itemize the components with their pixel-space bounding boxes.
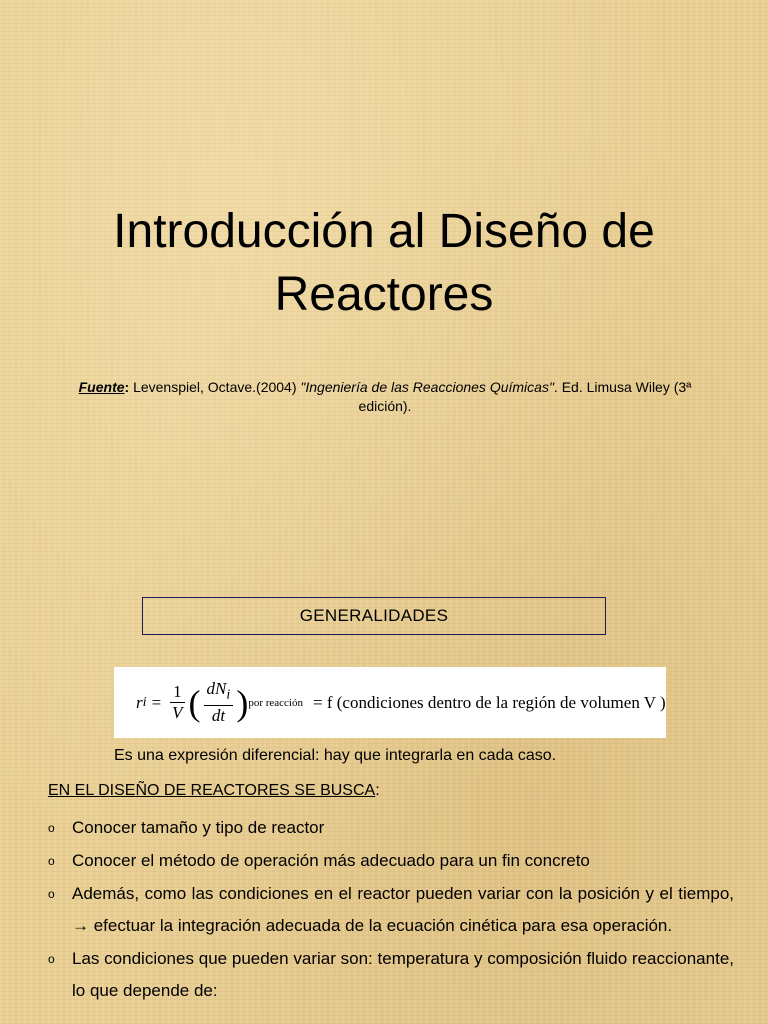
list-item-text: Las condiciones que pueden variar son: temperatura y composición fluido reaccionante, lo que depende de: (72, 949, 734, 1000)
source-author: Levenspiel, Octave.(2004) (129, 379, 301, 395)
list-item (48, 812, 734, 844)
frac1-numerator: 1 (170, 682, 185, 703)
source-citation (60, 378, 710, 416)
frac1-denominator: V (172, 703, 183, 722)
rate-equation: r i = $\frac{1}{V}$ ( $\frac{dN_i}{dt}$ ) por reacción = f (condiciones dentro de la región de volumen V ) (114, 667, 666, 738)
bullet-marker: o (48, 854, 55, 868)
list-item (48, 943, 734, 1007)
formula-rhs: = f (condiciones dentro de la región de volumen V ) (313, 692, 666, 712)
list-item-text: Conocer el método de operación más adecuado para un fin concreto (72, 851, 590, 870)
frac2-numerator-sub: i (226, 686, 231, 703)
section-box-label: GENERALIDADES (299, 606, 449, 625)
section-heading-text: EN EL DISEÑO DE REACTORES SE BUSCA (48, 782, 376, 799)
list-item (48, 845, 734, 877)
expression-note: Es una expresión diferencial: hay que integrarla en cada caso. (114, 747, 557, 764)
frac2-denominator: dt (211, 705, 226, 725)
list-item (48, 878, 734, 942)
formula-equals: = (151, 692, 162, 712)
formula-fraction-1 (169, 682, 185, 723)
source-label: Fuente (78, 379, 125, 395)
bullet-list (48, 812, 734, 1008)
formula-subscript: por reacción (248, 696, 303, 709)
section-heading-suffix: : (375, 782, 380, 799)
source-publisher: . Ed. Limusa Wiley (3ª edición). (358, 379, 692, 414)
list-item-text: Además, como las condiciones en el reactor pueden variar con la posición y el tiempo, → efectuar la integración adecuada de la ecuación cinética para esa operación. (72, 884, 734, 935)
bullet-marker: o (48, 887, 55, 901)
section-box-generalidades (142, 597, 606, 635)
section-heading (48, 781, 380, 801)
formula-fraction-2 (204, 679, 234, 725)
title-line-1: Introducción al Diseño de (113, 205, 655, 258)
list-item-text: Conocer tamaño y tipo de reactor (72, 818, 325, 837)
page-title (0, 200, 768, 326)
title-line-2: Reactores (274, 268, 494, 321)
frac2-numerator: dN (206, 679, 227, 699)
source-book-title: "Ingeniería de las Reacciones Químicas" (300, 379, 554, 395)
formula-lhs-sub: i (142, 694, 147, 710)
bullet-marker: o (48, 952, 55, 966)
source-colon: : (124, 379, 130, 395)
formula-lhs: r (136, 692, 143, 712)
bullet-marker: o (48, 821, 55, 835)
